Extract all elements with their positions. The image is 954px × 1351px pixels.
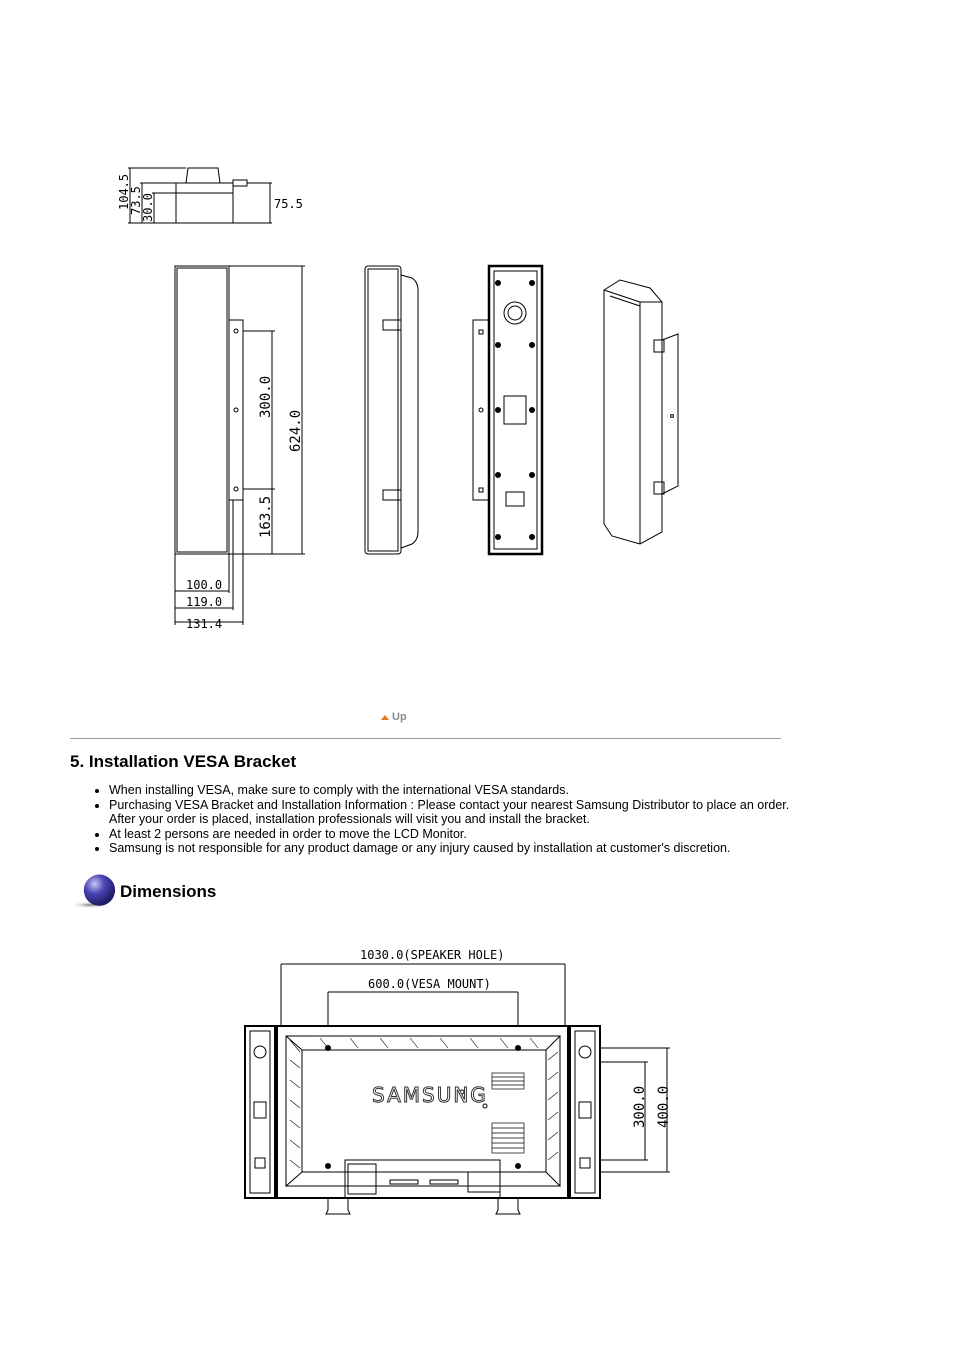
dim-300-0: 300.0	[258, 375, 274, 418]
dim-163-5: 163.5	[258, 495, 274, 538]
dim-624-0: 624.0	[288, 409, 304, 452]
dim-119-0: 119.0	[186, 595, 223, 609]
section-divider	[70, 738, 781, 739]
up-arrow-icon	[381, 715, 389, 720]
list-item: • When installing VESA, make sure to comply with the international VESA standards.	[109, 783, 799, 798]
dimensions-heading	[70, 872, 216, 912]
dim-104-5: 104.5	[117, 173, 131, 210]
list-item: • Purchasing VESA Bracket and Installation Information : Please contact your nearest Samsung Distributor to place an order. After your order is placed, installation professionals will visit you and install the bracket.	[109, 798, 799, 827]
vesa-mount-label: 600.0(VESA MOUNT)	[368, 977, 491, 991]
lcd-back-dimension-drawing	[230, 940, 690, 1230]
dim-30-0: 30.0	[141, 193, 155, 222]
height-300-label: 300.0	[632, 1085, 648, 1128]
list-item: • Samsung is not responsible for any product damage or any injury caused by installation at customer's discretion.	[109, 841, 799, 856]
dim-75-5: 75.5	[274, 197, 303, 211]
dimensions-title: Dimensions	[120, 882, 217, 901]
dim-73-5: 73.5	[129, 186, 143, 215]
up-link-label: Up	[392, 711, 407, 723]
instruction-list	[92, 783, 799, 856]
sphere-bullet-icon	[70, 872, 116, 912]
dim-131-4: 131.4	[186, 617, 223, 631]
up-link[interactable]	[381, 711, 407, 723]
list-item: • At least 2 persons are needed in order to move the LCD Monitor.	[109, 827, 799, 842]
speaker-hole-label: 1030.0(SPEAKER HOLE)	[360, 948, 505, 962]
section-title: 5. Installation VESA Bracket	[70, 752, 297, 771]
dim-100-0: 100.0	[186, 578, 223, 592]
samsung-logo: SAMSUNG	[372, 1083, 488, 1107]
height-400-label: 400.0	[656, 1085, 672, 1128]
